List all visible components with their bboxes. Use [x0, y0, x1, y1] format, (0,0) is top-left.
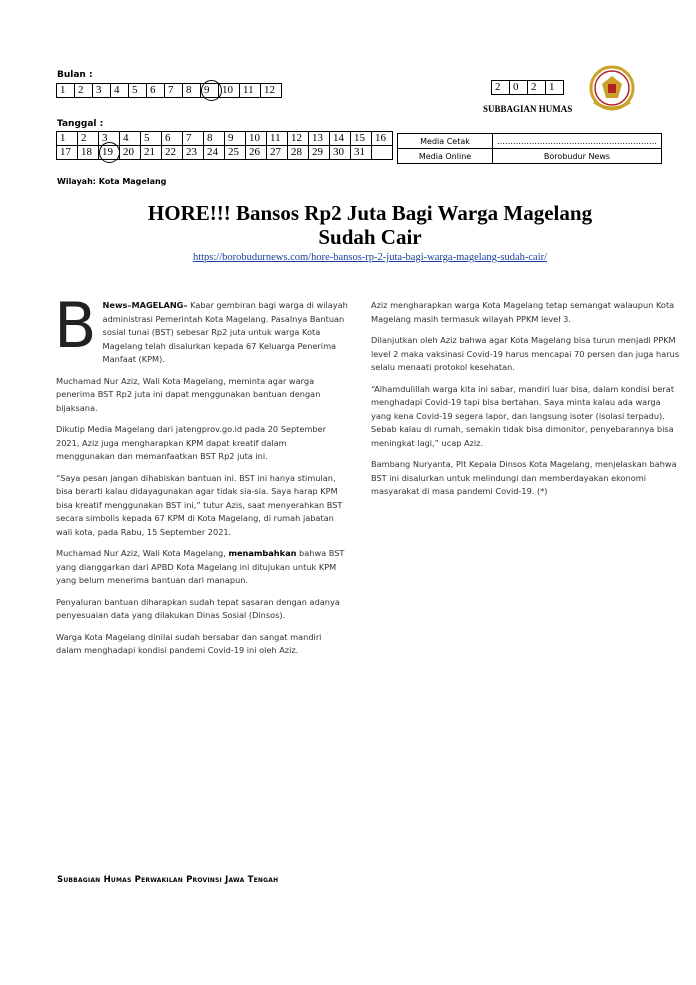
grid-cell: 2 — [75, 84, 93, 98]
grid-cell: 6 — [147, 84, 165, 98]
grid-cell: 9 — [225, 132, 246, 146]
grid-cell: 7 — [183, 132, 204, 146]
paragraph-r3: “Alhamdulillah warga kita ini sabar, mandiri luar bisa, dalam kondisi berat menghadapi Covid-19 tapi bisa bertahan. Saya minta kalau ada warga yang kena Covid-19 segera lapor, dan langsung isoter (isolasi terpadu). Sebab kalau di rumah, semakin tidak bisa dimonitor, penyebarannya bisa meningkat lagi,” ucap Aziz. — [371, 383, 675, 448]
footer-label: Subbagian Humas Perwakilan Provinsi Jawa Tengah — [57, 875, 279, 885]
tanggal-label: Tanggal : — [57, 119, 104, 129]
wilayah-label: Wilayah: Kota Magelang — [57, 177, 167, 186]
grid-cell: 2 — [528, 81, 546, 95]
media-online-label: Media Online — [398, 149, 493, 164]
media-cetak-value: …………………………………………………… — [493, 134, 662, 149]
grid-cell: 4 — [111, 84, 129, 98]
grid-cell: 12 — [261, 84, 282, 98]
grid-cell: 11 — [267, 132, 288, 146]
media-table — [397, 133, 662, 164]
grid-cell: 26 — [246, 146, 267, 160]
paragraph-r4: Bambang Nuryanta, Plt Kepala Dinsos Kota Magelang, menjelaskan bahwa BST ini disalurkan untuk melindungi dan memberdayakan ekonomi masyarakat di masa pandemi Covid-19. (*) — [371, 459, 677, 496]
article-url-link[interactable]: https://borobudurnews.com/hore-bansos-rp-2-juta-bagi-warga-magelang-sudah-cair/ — [192, 252, 548, 263]
dateline: News–MAGELANG– — [102, 300, 188, 310]
bulan-grid — [56, 83, 282, 98]
paragraph-1 — [54, 289, 348, 367]
paragraph-5-a: Muchamad Nur Aziz, Wali Kota Magelang, — [56, 548, 229, 558]
media-online-value: Borobudur News — [493, 149, 662, 164]
tanggal-grid — [56, 131, 393, 160]
grid-cell: 13 — [309, 132, 330, 146]
grid-cell: 30 — [330, 146, 351, 160]
grid-cell: 22 — [162, 146, 183, 160]
grid-cell: 11 — [240, 84, 261, 98]
grid-cell: 1 — [546, 81, 564, 95]
article-right-column — [371, 299, 683, 507]
dropcap-letter: B — [54, 289, 97, 362]
grid-cell: 24 — [204, 146, 225, 160]
grid-cell: 2 — [78, 132, 99, 146]
article-left-column — [54, 289, 348, 666]
grid-cell: 25 — [225, 146, 246, 160]
article-title — [60, 201, 680, 249]
grid-cell: 2 — [492, 81, 510, 95]
grid-cell: 5 — [141, 132, 162, 146]
garuda-emblem-icon — [588, 64, 636, 116]
year-grid — [491, 80, 564, 95]
grid-cell — [201, 84, 219, 98]
paragraph-r2: Dilanjutkan oleh Aziz bahwa agar Kota Magelang bisa turun menjadi PPKM level 2 maka vaksinasi Covid-19 harus mencapai 70 persen dan juga harus selalu menaati protokol kesehatan. — [371, 335, 680, 372]
paragraph-7: Warga Kota Magelang dinilai sudah bersabar dan sangat mandiri dalam menghadapi kondisi pandemi Covid-19 ini oleh Aziz. — [56, 631, 322, 655]
grid-cell: 23 — [183, 146, 204, 160]
grid-cell: 3 — [99, 132, 120, 146]
grid-cell: 28 — [288, 146, 309, 160]
paragraph-5-bold: menambahkan — [228, 548, 297, 558]
grid-cell: 21 — [141, 146, 162, 160]
grid-cell: 5 — [129, 84, 147, 98]
grid-cell: 8 — [183, 84, 201, 98]
grid-cell: 17 — [57, 146, 78, 160]
paragraph-6: Penyaluran bantuan diharapkan sudah tepat sasaran dengan adanya penyesuaian data yang dilakukan Dinas Sosial (Dinsos). — [56, 596, 340, 620]
paragraph-4: “Saya pesan jangan dihabiskan bantuan ini. BST ini hanya stimulan, bisa berarti kalau didayagunakan agar tidak sia-sia. Saya harap KPM bisa kreatif menggunakan BST ini,” tutur Azis, saat menyerahkan BST secara simbolis kepada 67 KPM di Kota Magelang, di rumah jabatan wali kota, pada Rabu, 15 September 2021. — [56, 472, 343, 537]
paragraph-2: Muchamad Nur Aziz, Wali Kota Magelang, meminta agar warga penerima BST Rp2 juta ini dapat menggunakan bantuan dengan bijaksana. — [56, 375, 321, 413]
grid-cell: 27 — [267, 146, 288, 160]
selected-marker: 9 — [204, 84, 210, 96]
grid-cell: 10 — [219, 84, 240, 98]
grid-cell: 1 — [57, 84, 75, 98]
bulan-label: Bulan : — [57, 70, 93, 80]
title-line-2: Sudah Cair — [318, 225, 422, 249]
grid-cell: 0 — [510, 81, 528, 95]
grid-cell: 20 — [120, 146, 141, 160]
grid-cell: 14 — [330, 132, 351, 146]
paragraph-1-text: Kabar gembiran bagi warga di wilayah administrasi Pemerintah Kota Magelang. Pasalnya Bantuan sosial tunai (BST) sebesar Rp2 juta untuk warga Kota Magelang telah disalurkan kepada 67 Keluarga Penerima Manfaat (KPM). — [102, 300, 348, 364]
grid-cell: 8 — [204, 132, 225, 146]
subbagian-label: SUBBAGIAN HUMAS — [483, 104, 573, 114]
paragraph-3: Dikutip Media Magelang dari jatengprov.go.id pada 20 September 2021, Aziz juga mengharapkan KPM dapat kreatif dalam menggunakan dan memanfaatkan BST Rp2 juta ini. — [56, 424, 326, 461]
grid-cell: 6 — [162, 132, 183, 146]
paragraph-5 — [56, 547, 348, 588]
grid-cell-empty — [372, 146, 393, 160]
grid-cell: 3 — [93, 84, 111, 98]
media-cetak-label: Media Cetak — [398, 134, 493, 149]
title-line-1: HORE!!! Bansos Rp2 Juta Bagi Warga Magelang — [147, 201, 593, 225]
grid-cell: 18 — [78, 146, 99, 160]
grid-cell: 16 — [372, 132, 393, 146]
grid-cell: 29 — [309, 146, 330, 160]
paragraph-5-b: bahwa BST yang dianggarkan dari APBD Kota Magelang ini ditujukan untuk KPM yang belum menerima bantuan dari manapun. — [56, 548, 345, 585]
grid-cell: 10 — [246, 132, 267, 146]
grid-cell: 31 — [351, 146, 372, 160]
grid-cell: 15 — [351, 132, 372, 146]
grid-cell: 7 — [165, 84, 183, 98]
paragraph-r1: Aziz mengharapkan warga Kota Magelang tetap semangat walaupun Kota Magelang masih termasuk wilayah PPKM level 3. — [371, 300, 675, 324]
grid-cell — [99, 146, 120, 160]
grid-cell: 1 — [57, 132, 78, 146]
grid-cell: 12 — [288, 132, 309, 146]
selected-marker: 19 — [102, 146, 113, 158]
grid-cell: 4 — [120, 132, 141, 146]
